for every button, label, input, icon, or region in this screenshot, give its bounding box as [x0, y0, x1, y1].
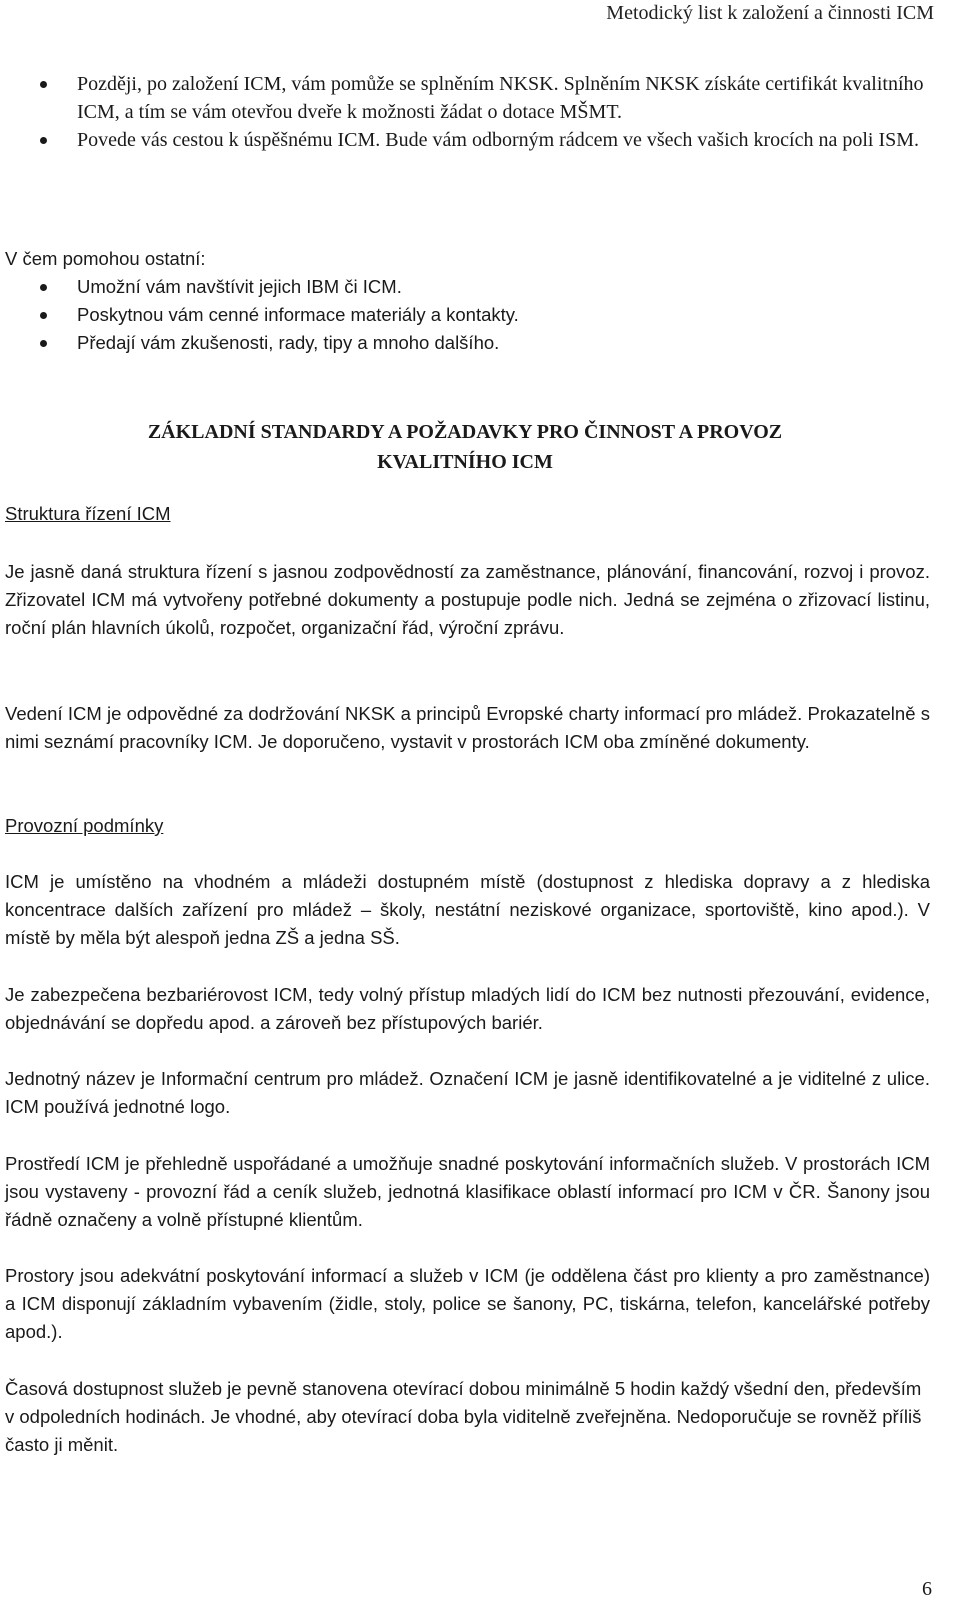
list-item-text: Později, po založení ICM, vám pomůže se splněním NKSK. Splněním NKSK získáte certifikát kvalitního ICM, a tím se vám otevřou dveře k možnosti žádat o dotace MŠMT.: [77, 73, 924, 123]
page-number: 6: [922, 1578, 932, 1600]
paragraph-structure-1: Je jasně daná struktura řízení s jasnou zodpovědností za zaměstnance, plánování, financování, rozvoj i provoz. Zřizovatel ICM má vytvořeny potřebné dokumenty a postupuje podle nich. Jedná se zejména o zřizovací listinu, roční plán hlavních úkolů, rozpočet, organizační řád, výroční zprávu.: [5, 561, 930, 638]
section-heading: [0, 417, 930, 477]
paragraph-operation-5: Prostory jsou adekvátní poskytování informací a služeb v ICM (je oddělena část pro klienty a pro zaměstnance) a ICM disponují základním vybavením (židle, stoly, police se šanony, PC, tiskárna, telefon, kancelářské potřeby apod.).: [5, 1265, 930, 1342]
heading-line-1: ZÁKLADNÍ STANDARDY A POŽADAVKY PRO ČINNOST A PROVOZ: [147, 421, 783, 443]
heading-line-2: KVALITNÍHO ICM: [377, 451, 553, 473]
paragraph-operation-2: Je zabezpečena bezbariérovost ICM, tedy volný přístup mladých lidí do ICM bez nutnosti přezouvání, evidence, objednávání se dopředu apod. a zároveň bez přístupových bariér.: [5, 984, 930, 1033]
list-item-text: Umožní vám navštívit jejich IBM či ICM.: [77, 276, 402, 297]
paragraph-operation-4: Prostředí ICM je přehledně uspořádané a umožňuje snadné poskytování informačních služeb. V prostorách ICM jsou vystaveny - provozní řád a ceník služeb, jednotná klasifikace oblastí informací pro ICM v ČR. Šanony jsou řádně označeny a volně přístupné klientům.: [5, 1153, 930, 1230]
bullet-icon: [40, 81, 47, 88]
paragraph-operation-3: Jednotný název je Informační centrum pro mládež. Označení ICM je jasně identifikovatelné a je viditelné z ulice. ICM používá jednotné logo.: [5, 1068, 930, 1117]
section-title-operation: Provozní podmínky: [5, 815, 164, 836]
list-item: [0, 273, 937, 301]
list-item: [0, 70, 937, 126]
paragraph-operation-1: ICM je umístěno na vhodném a mládeži dostupném místě (dostupnost z hlediska dopravy a z hlediska koncentrace dalších zařízení pro mládež – školy, nestátní neziskové organizace, sportoviště, kino apod.). V místě by měla být alespoň jedna ZŠ a jedna SŠ.: [5, 871, 930, 948]
top-bullet-list: [0, 70, 960, 154]
list-item: [0, 329, 937, 357]
bullet-icon: [40, 340, 47, 347]
list-item: [0, 126, 937, 154]
bullet-icon: [40, 284, 47, 291]
others-intro: V čem pomohou ostatní:: [5, 248, 206, 269]
paragraph-operation-6: Časová dostupnost služeb je pevně stanovena otevírací dobou minimálně 5 hodin každý všední den, především v odpoledních hodinách. Je vhodné, aby otevírací doba byla viditelně zveřejněna. Nedoporučuje se rovněž příliš často ji měnit.: [5, 1378, 922, 1455]
bullet-icon: [40, 137, 47, 144]
paragraph-structure-2: Vedení ICM je odpovědné za dodržování NKSK a principů Evropské charty informací pro mládež. Prokazatelně s nimi seznámí pracovníky ICM. Je doporučeno, vystavit v prostorách ICM oba zmíněné dokumenty.: [5, 703, 930, 752]
list-item-text: Předají vám zkušenosti, rady, tipy a mnoho dalšího.: [77, 332, 500, 353]
list-item: [0, 301, 937, 329]
bullet-icon: [40, 312, 47, 319]
running-header: Metodický list k založení a činnosti ICM: [606, 2, 934, 24]
list-item-text: Poskytnou vám cenné informace materiály a kontakty.: [77, 304, 519, 325]
list-item-text: Povede vás cestou k úspěšnému ICM. Bude vám odborným rádcem ve všech vašich krocích na poli ISM.: [77, 129, 920, 151]
section-title-structure: Struktura řízení ICM: [5, 503, 171, 524]
others-bullet-list: [0, 273, 960, 357]
